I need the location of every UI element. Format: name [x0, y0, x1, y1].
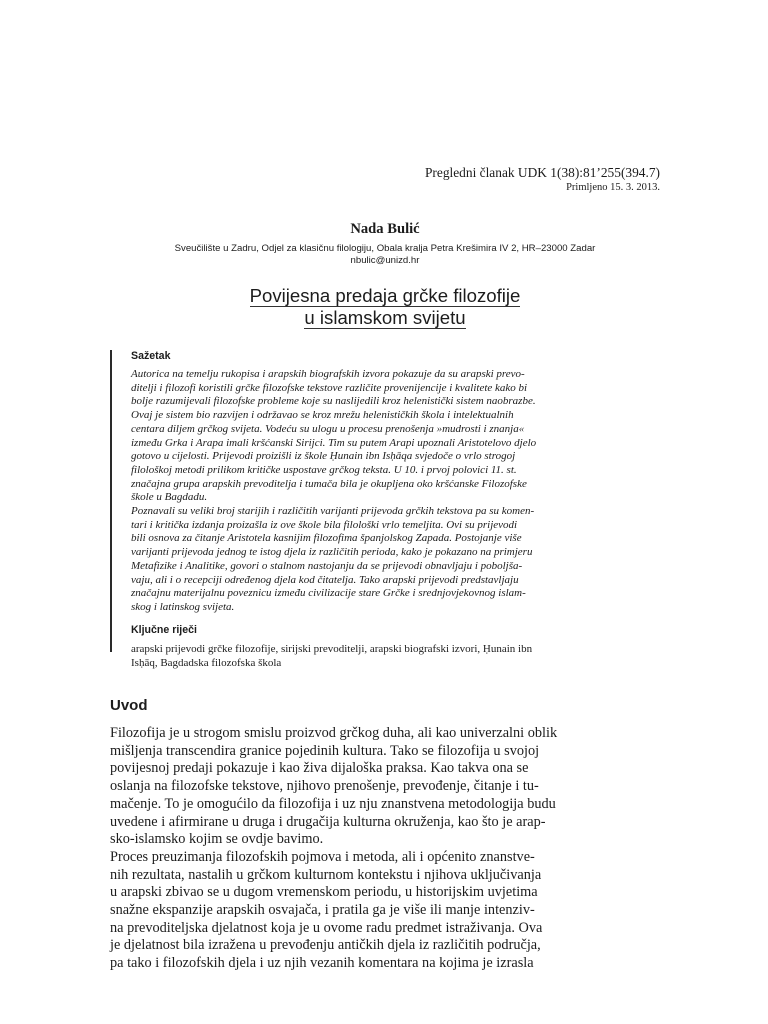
keywords-line: arapski prijevodi grčke filozofije, sirijski prevoditelji, arapski biografski izvori, Ḥunain ibn	[131, 642, 533, 655]
body-line: Proces preuzimanja filozofskih pojmova i metoda, ali i općenito znanstve-	[110, 848, 535, 865]
body-line: povijesnoj predaji pokazuje i kao živa dijaloška praksa. Kao takva ona se	[110, 760, 529, 777]
abstract-line: tari i kritička izdanja proizašla iz ove škole bila filološki vrlo temeljita. Ovi su prijevodi	[131, 518, 518, 531]
body-paragraph	[110, 849, 662, 973]
abstract-line: Autorica na temelju rukopisa i arapskih biografskih izvora pokazuje da su arapski prevo-	[131, 368, 525, 380]
abstract-paragraph	[131, 368, 660, 505]
body-line: nih rezultata, nastalih u grčkom kulturnom kontekstu i njihova uključivanja	[110, 866, 542, 883]
abstract-paragraph	[131, 505, 660, 615]
abstract-line: značajna grupa arapskih prevoditelja i tumača bila je okupljena oko kršćanske Filozofske	[131, 477, 527, 490]
keywords-list	[131, 642, 660, 670]
abstract-line: škole u Bagdadu.	[131, 491, 208, 504]
author-affiliation: Sveučilište u Zadru, Odjel za klasičnu filologiju, Obala kralja Petra Krešimira IV 2, HR–23000 Zadar	[174, 243, 596, 254]
body-line: Filozofija je u strogom smislu proizvod grčkog duha, ali kao univerzalni oblik	[110, 725, 558, 741]
author-block	[110, 220, 660, 267]
abstract-line: bolje razumijevali filozofske probleme koje su naslijedili kroz helenistički sistem naobrazbe.	[131, 395, 536, 408]
abstract-line: značajnu materijalnu poveznicu između civilizacije stare Grčke i srednjovjekovnog islam-	[131, 587, 526, 600]
article-type-udk: Pregledni članak UDK 1(38):81’255(394.7)	[424, 165, 660, 180]
body-text	[110, 725, 662, 973]
body-paragraph	[110, 725, 662, 849]
body-line: mačenje. To je omogućilo da filozofija i uz nju znanstvena metodologija budu	[110, 795, 556, 812]
abstract-line: ditelji i filozofi koristili grčke filozofske tekstove različite provenijencije i kvalitete kako bi	[131, 381, 528, 394]
body-line: je djelatnost bila izražena u prevođenju antičkih djela iz različitih područja,	[110, 937, 541, 954]
article-title	[110, 285, 660, 329]
abstract-line: vaju, ali i o recepciji određenog djela kod čitatelja. Tako arapski prijevodi predstavljaju	[131, 573, 519, 586]
body-line: mišljenja transcendira granice pojedinih kultura. Tako se filozofija u svojoj	[110, 742, 540, 759]
article-meta	[425, 164, 660, 195]
body-line: sko-islamsko kojim se ovdje bavimo.	[110, 831, 324, 848]
abstract-line: filološkoj metodi prilikom kritičke uspostave grčkog teksta. U 10. i prvoj polovici 11. st.	[131, 463, 517, 476]
body-line: snažne ekspanzije arapskih osvajača, i pratila ga je više ili manje intenziv-	[110, 902, 535, 919]
author-name: Nada Bulić	[350, 221, 420, 237]
abstract-line: Metafizike i Analitike, govori o stalnom nastojanju da se prijevodi obnavljaju i poboljša-	[131, 559, 523, 572]
title-line: Povijesna predaja grčke filozofije	[249, 285, 521, 306]
section-heading-uvod: Uvod	[110, 697, 148, 714]
abstract-line: bili osnova za čitanje Aristotela kasnijim filozofima španjolskog Zapada. Postojanje više	[131, 532, 522, 545]
abstract-heading: Sažetak	[131, 350, 171, 362]
body-line: u arapski zbivao se u dugom vremenskom periodu, u historijskim uvjetima	[110, 884, 538, 901]
keywords-heading: Ključne riječi	[131, 623, 197, 636]
abstract-line: Poznavali su veliki broj starijih i različitih varijanti prijevoda grčkih tekstova pa su komen-	[131, 505, 535, 518]
abstract-line: skog i latinskog svijeta.	[131, 600, 235, 613]
abstract-line: između Grka i Arapa imali kršćanski Sirijci. Tim su putem Arapi upoznali Aristotelovo djelo	[131, 436, 537, 449]
received-date: Primljeno 15. 3. 2013.	[566, 182, 660, 193]
abstract-line: Ovaj je sistem bio razvijen i održavao se kroz mrežu helenističkih škola i intelektualnih	[131, 409, 514, 422]
author-email: nbulic@unizd.hr	[350, 255, 420, 266]
abstract-line: gotovo u cijelosti. Prijevodi proizišli iz škole Ḥunain ibn Isḥāqa svjedoče o vrlo strogoj	[131, 450, 516, 463]
body-line: na prevoditeljska djelatnost koja je u ovome radu predmet istraživanja. Ova	[110, 919, 543, 936]
body-line: oslanja na filozofske tekstove, njihovo prenošenje, prevođenje, čitanje i tu-	[110, 778, 539, 795]
title-line: u islamskom svijetu	[304, 307, 466, 328]
body-line: pa tako i filozofskih djela i uz njih vezanih komentara na kojima je izrasla	[110, 955, 534, 972]
abstract-line: varijanti prijevoda jednog te istog djela iz različitih perioda, kako je pokazano na primjeru	[131, 546, 533, 559]
keywords-line: Isḥāq, Bagdadska filozofska škola	[131, 656, 282, 669]
abstract-line: centara diljem grčkog svijeta. Vodeću su ulogu u procesu prenošenja »mudrosti i znanja«	[131, 422, 525, 435]
body-line: uvedene i afirmirane u druga i drugačija kulturna okruženja, kao što je arap-	[110, 813, 546, 830]
abstract-section	[110, 350, 660, 669]
